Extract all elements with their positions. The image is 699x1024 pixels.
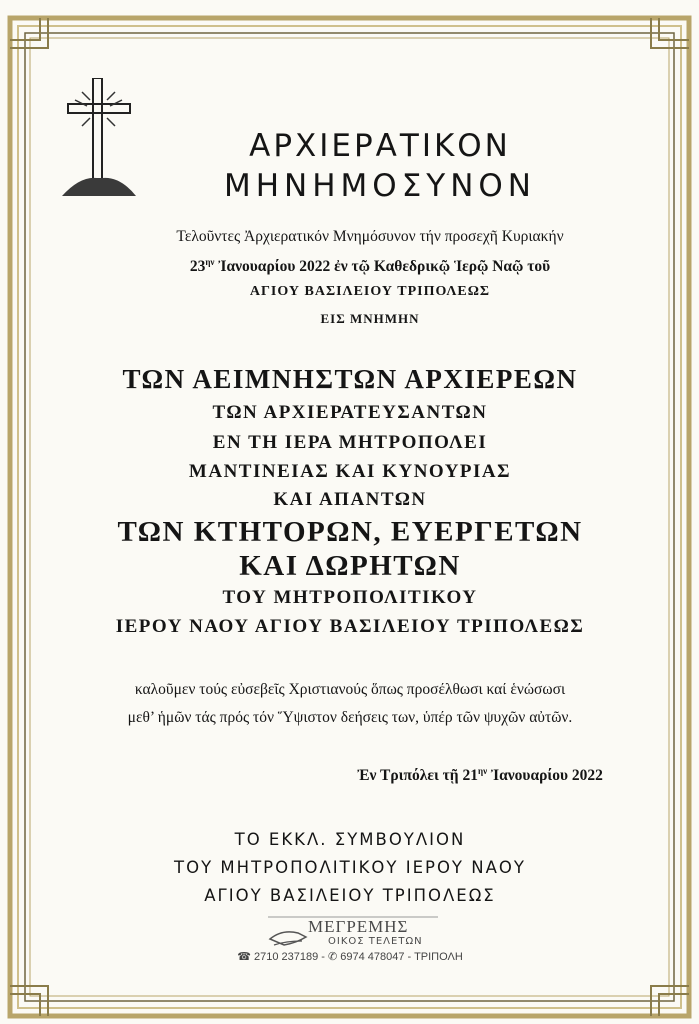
body-line-2: μεθ’ ἡμῶν τάς πρός τόν Ὕψιστον δεήσεις των, ὑπέρ τῶν ψυχῶν αὐτῶν. (127, 709, 573, 726)
intro-line-4: ΕΙΣ ΜΝΗΜΗΝ (320, 311, 420, 326)
main-mid-line-5: ΤΟΥ ΜΗΤΡΟΠΟΛΙΤΙΚΟΥ (222, 587, 478, 608)
signature-line-3: ΑΓΙΟΥ ΒΑΣΙΛΕΙΟΥ ΤΡΙΠΟΛΕΩΣ (204, 886, 496, 905)
date-rest: Ἰανουαρίου 2022 (487, 767, 603, 785)
contact-info: ☎ 2710 237189 - ✆ 6974 478047 - ΤΡΙΠΟΛΗ (237, 951, 463, 963)
heading-line-2: ΜΗΝΗΜΟΣΥΝΟΝ (223, 168, 536, 204)
signature-line-1: ΤΟ ΕΚΚΛ. ΣΥΜΒΟΥΛΙΟΝ (234, 830, 466, 849)
date-prefix: Ἐν Τριπόλει τῇ 21 (357, 767, 478, 785)
date-line (150, 766, 699, 785)
date-suffix-sup: ην (477, 766, 488, 776)
main-mid-line-1: ΤΩΝ ΑΡΧΙΕΡΑΤΕΥΣΑΝΤΩΝ (212, 402, 488, 423)
main-mid-line-2: ΕΝ ΤΗ ΙΕΡΑ ΜΗΤΡΟΠΟΛΕΙ (212, 432, 488, 453)
brand-name: ΜΕΓΡΕΜΗΣ (308, 917, 409, 936)
main-mid-line-3: ΜΑΝΤΙΝΕΙΑΣ ΚΑΙ ΚΥΝΟΥΡΙΑΣ (188, 461, 512, 482)
intro-line-1: Τελοῦντες Ἀρχιερατικόν Μνημόσυνον τήν προσεχῆ Κυριακήν (176, 228, 564, 245)
heading-line-1: ΑΡΧΙΕΡΑΤΙΚΟΝ (249, 128, 511, 164)
main-mid-line-4: ΚΑΙ ΑΠΑΝΤΩΝ (273, 489, 427, 510)
main-big-line-1: ΤΩΝ ΑΕΙΜΝΗΣΤΩΝ ΑΡΧΙΕΡΕΩΝ (122, 364, 578, 394)
intro-day-suffix: ην (205, 257, 215, 267)
intro-line-2 (70, 257, 670, 276)
intro-line-2-rest: Ἰανουαρίου 2022 ἐν τῷ Καθεδρικῷ Ἱερῷ Ναῷ τοῦ (214, 258, 551, 276)
signature-line-2: ΤΟΥ ΜΗΤΡΟΠΟΛΙΤΙΚΟΥ ΙΕΡΟΥ ΝΑΟΥ (174, 858, 526, 877)
main-big-line-3: ΚΑΙ ΔΩΡΗΤΩΝ (239, 550, 461, 582)
body-line-1: καλοῦμεν τούς εὐσεβεῖς Χριστιανούς ὅπως προσέλθωσι καί ἑνώσωσι (134, 681, 566, 698)
main-mid-line-6: ΙΕΡΟΥ ΝΑΟΥ ΑΓΙΟΥ ΒΑΣΙΛΕΙΟΥ ΤΡΙΠΟΛΕΩΣ (115, 616, 585, 637)
main-big-line-2: ΤΩΝ ΚΤΗΤΟΡΩΝ, ΕΥΕΡΓΕΤΩΝ (117, 516, 583, 548)
brand-subtitle: ΟΙΚΟΣ ΤΕΛΕΤΩΝ (328, 936, 423, 947)
intro-line-3: ΑΓΙΟΥ ΒΑΣΙΛΕΙΟΥ ΤΡΙΠΟΛΕΩΣ (249, 284, 491, 299)
intro-day: 23 (189, 258, 206, 276)
